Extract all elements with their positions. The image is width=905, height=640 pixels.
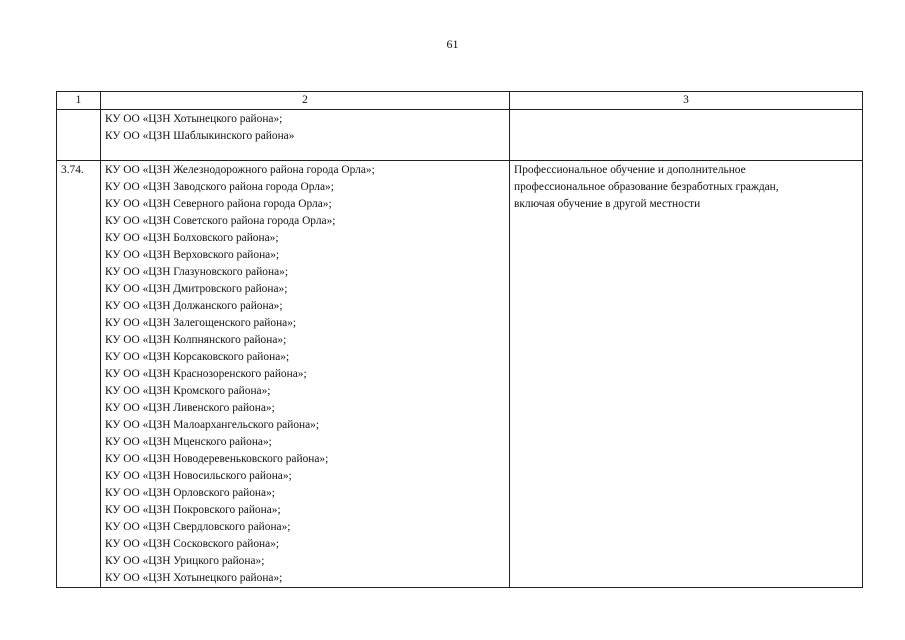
list-item: КУ ОО «ЦЗН Верховского района»; [105, 249, 280, 261]
list-item: профессиональное образование безработных граждан, [514, 181, 779, 193]
list-item: КУ ОО «ЦЗН Дмитровского района»; [105, 283, 288, 295]
list-item: КУ ОО «ЦЗН Хотынецкого района»; [105, 113, 283, 125]
service-cell [510, 161, 863, 588]
table-row-continuation [57, 110, 863, 161]
organizations-list [101, 110, 509, 160]
list-item: КУ ОО «ЦЗН Шаблыкинского района» [105, 130, 295, 142]
list-item: КУ ОО «ЦЗН Корсаковского района»; [105, 351, 290, 363]
list-item: КУ ОО «ЦЗН Должанского района»; [105, 300, 283, 312]
row-number-cell [57, 110, 101, 161]
list-item: КУ ОО «ЦЗН Урицкого района»; [105, 555, 265, 567]
list-item: КУ ОО «ЦЗН Сосковского района»; [105, 538, 280, 550]
list-item: КУ ОО «ЦЗН Покровского района»; [105, 504, 281, 516]
row-number-cell: 3.74. [57, 161, 101, 588]
service-description [510, 161, 862, 213]
list-item: КУ ОО «ЦЗН Северного района города Орла»; [105, 198, 332, 210]
list-item: КУ ОО «ЦЗН Глазуновского района»; [105, 266, 288, 278]
table-header-row [57, 92, 863, 110]
list-item: КУ ОО «ЦЗН Заводского района города Орла»; [105, 181, 334, 193]
list-item: КУ ОО «ЦЗН Железнодорожного района города Орла»; [105, 164, 375, 176]
list-item: КУ ОО «ЦЗН Малоархангельского района»; [105, 419, 320, 431]
list-item: КУ ОО «ЦЗН Колпнянского района»; [105, 334, 287, 346]
services-table [56, 91, 863, 588]
list-item: КУ ОО «ЦЗН Советского района города Орла»; [105, 215, 336, 227]
list-item: КУ ОО «ЦЗН Мценского района»; [105, 436, 272, 448]
list-item: КУ ОО «ЦЗН Орловского района»; [105, 487, 275, 499]
list-item: КУ ОО «ЦЗН Краснозоренского района»; [105, 368, 307, 380]
header-cell-col3: 3 [510, 92, 863, 110]
page-number: 61 [446, 37, 459, 51]
list-item: КУ ОО «ЦЗН Залегощенского района»; [105, 317, 297, 329]
organizations-list [101, 161, 509, 587]
organizations-cell [101, 161, 510, 588]
list-item: КУ ОО «ЦЗН Хотынецкого района»; [105, 572, 283, 584]
header-cell-col1: 1 [57, 92, 101, 110]
list-item: КУ ОО «ЦЗН Свердловского района»; [105, 521, 291, 533]
table-row-3-74 [57, 161, 863, 588]
list-item: КУ ОО «ЦЗН Кромского района»; [105, 385, 271, 397]
list-item: КУ ОО «ЦЗН Болховского района»; [105, 232, 279, 244]
header-cell-col2: 2 [101, 92, 510, 110]
list-item: КУ ОО «ЦЗН Ливенского района»; [105, 402, 275, 414]
service-cell [510, 110, 863, 161]
list-item: Профессиональное обучение и дополнительное [514, 164, 746, 176]
organizations-cell [101, 110, 510, 161]
list-item: включая обучение в другой местности [514, 198, 701, 210]
list-item: КУ ОО «ЦЗН Новодеревеньковского района»; [105, 453, 329, 465]
list-item: КУ ОО «ЦЗН Новосильского района»; [105, 470, 292, 482]
